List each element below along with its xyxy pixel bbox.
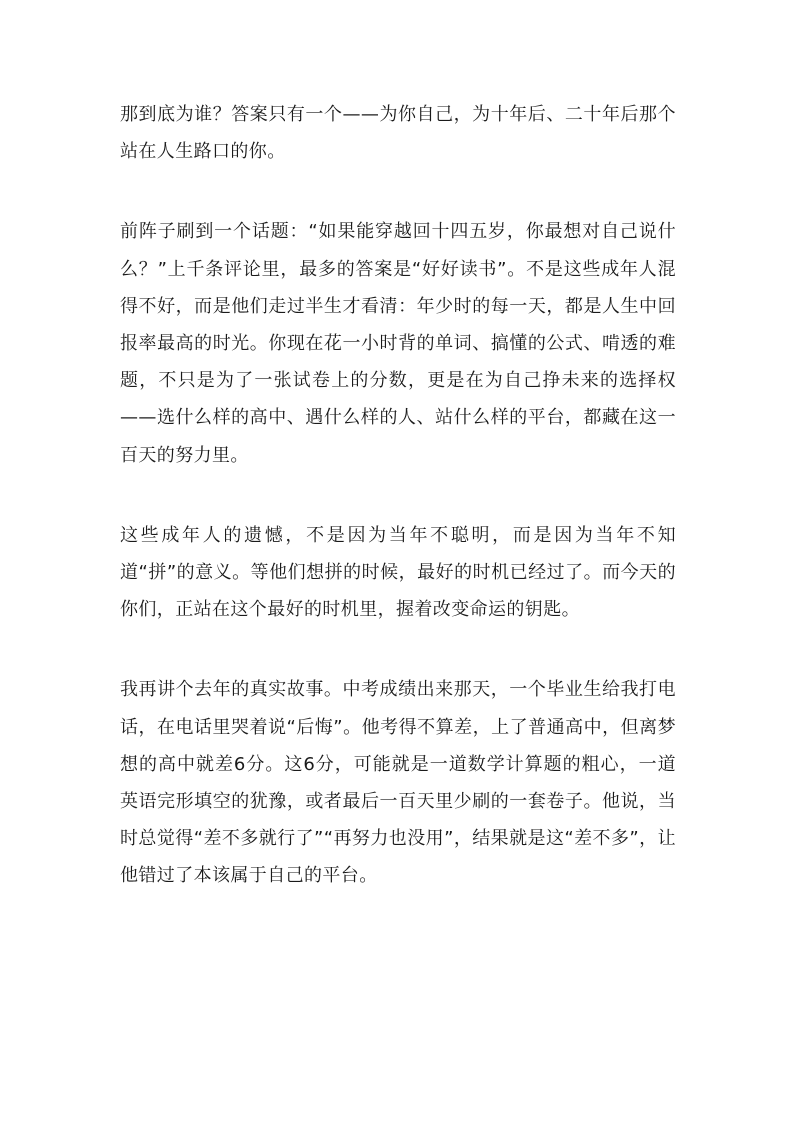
paragraph: 这些成年人的遗憾，不是因为当年不聪明，而是因为当年不知道“拼”的意义。等他们想拼的时候，最好的时机已经过了。而今天的你们，正站在这个最好的时机里，握着改变命运的钥匙。: [120, 524, 676, 621]
paragraph: 那到底为谁？答案只有一个——为你自己，为十年后、二十年后那个站在人生路口的你。: [120, 104, 676, 163]
paragraph: 前阵子刷到一个话题：“如果能穿越回十四五岁，你最想对自己说什么？”上千条评论里，最多的答案是“好好读书”。不是这些成年人混得不好，而是他们走过半生才看清：年少时的每一天，都是人生中回报率最高的时光。你现在花一小时背的单词、搞懂的公式、啃透的难题，不只是为了一张试卷上的分数，更是在为自己挣未来的选择权——选什么样的高中、遇什么样的人、站什么样的平台，都藏在这一百天的努力里。: [120, 221, 676, 466]
paragraph: 我再讲个去年的真实故事。中考成绩出来那天，一个毕业生给我打电话，在电话里哭着说“后悔”。他考得不算差，上了普通高中，但离梦想的高中就差6分。这6分，可能就是一道数学计算题的粗心，一道英语完形填空的犹豫，或者最后一百天里少刷的一套卷子。他说，当时总觉得“差不多就行了”“再努力也没用”，结果就是这“差不多”，让他错过了本该属于自己的平台。: [120, 679, 676, 887]
document-body: [120, 96, 676, 938]
